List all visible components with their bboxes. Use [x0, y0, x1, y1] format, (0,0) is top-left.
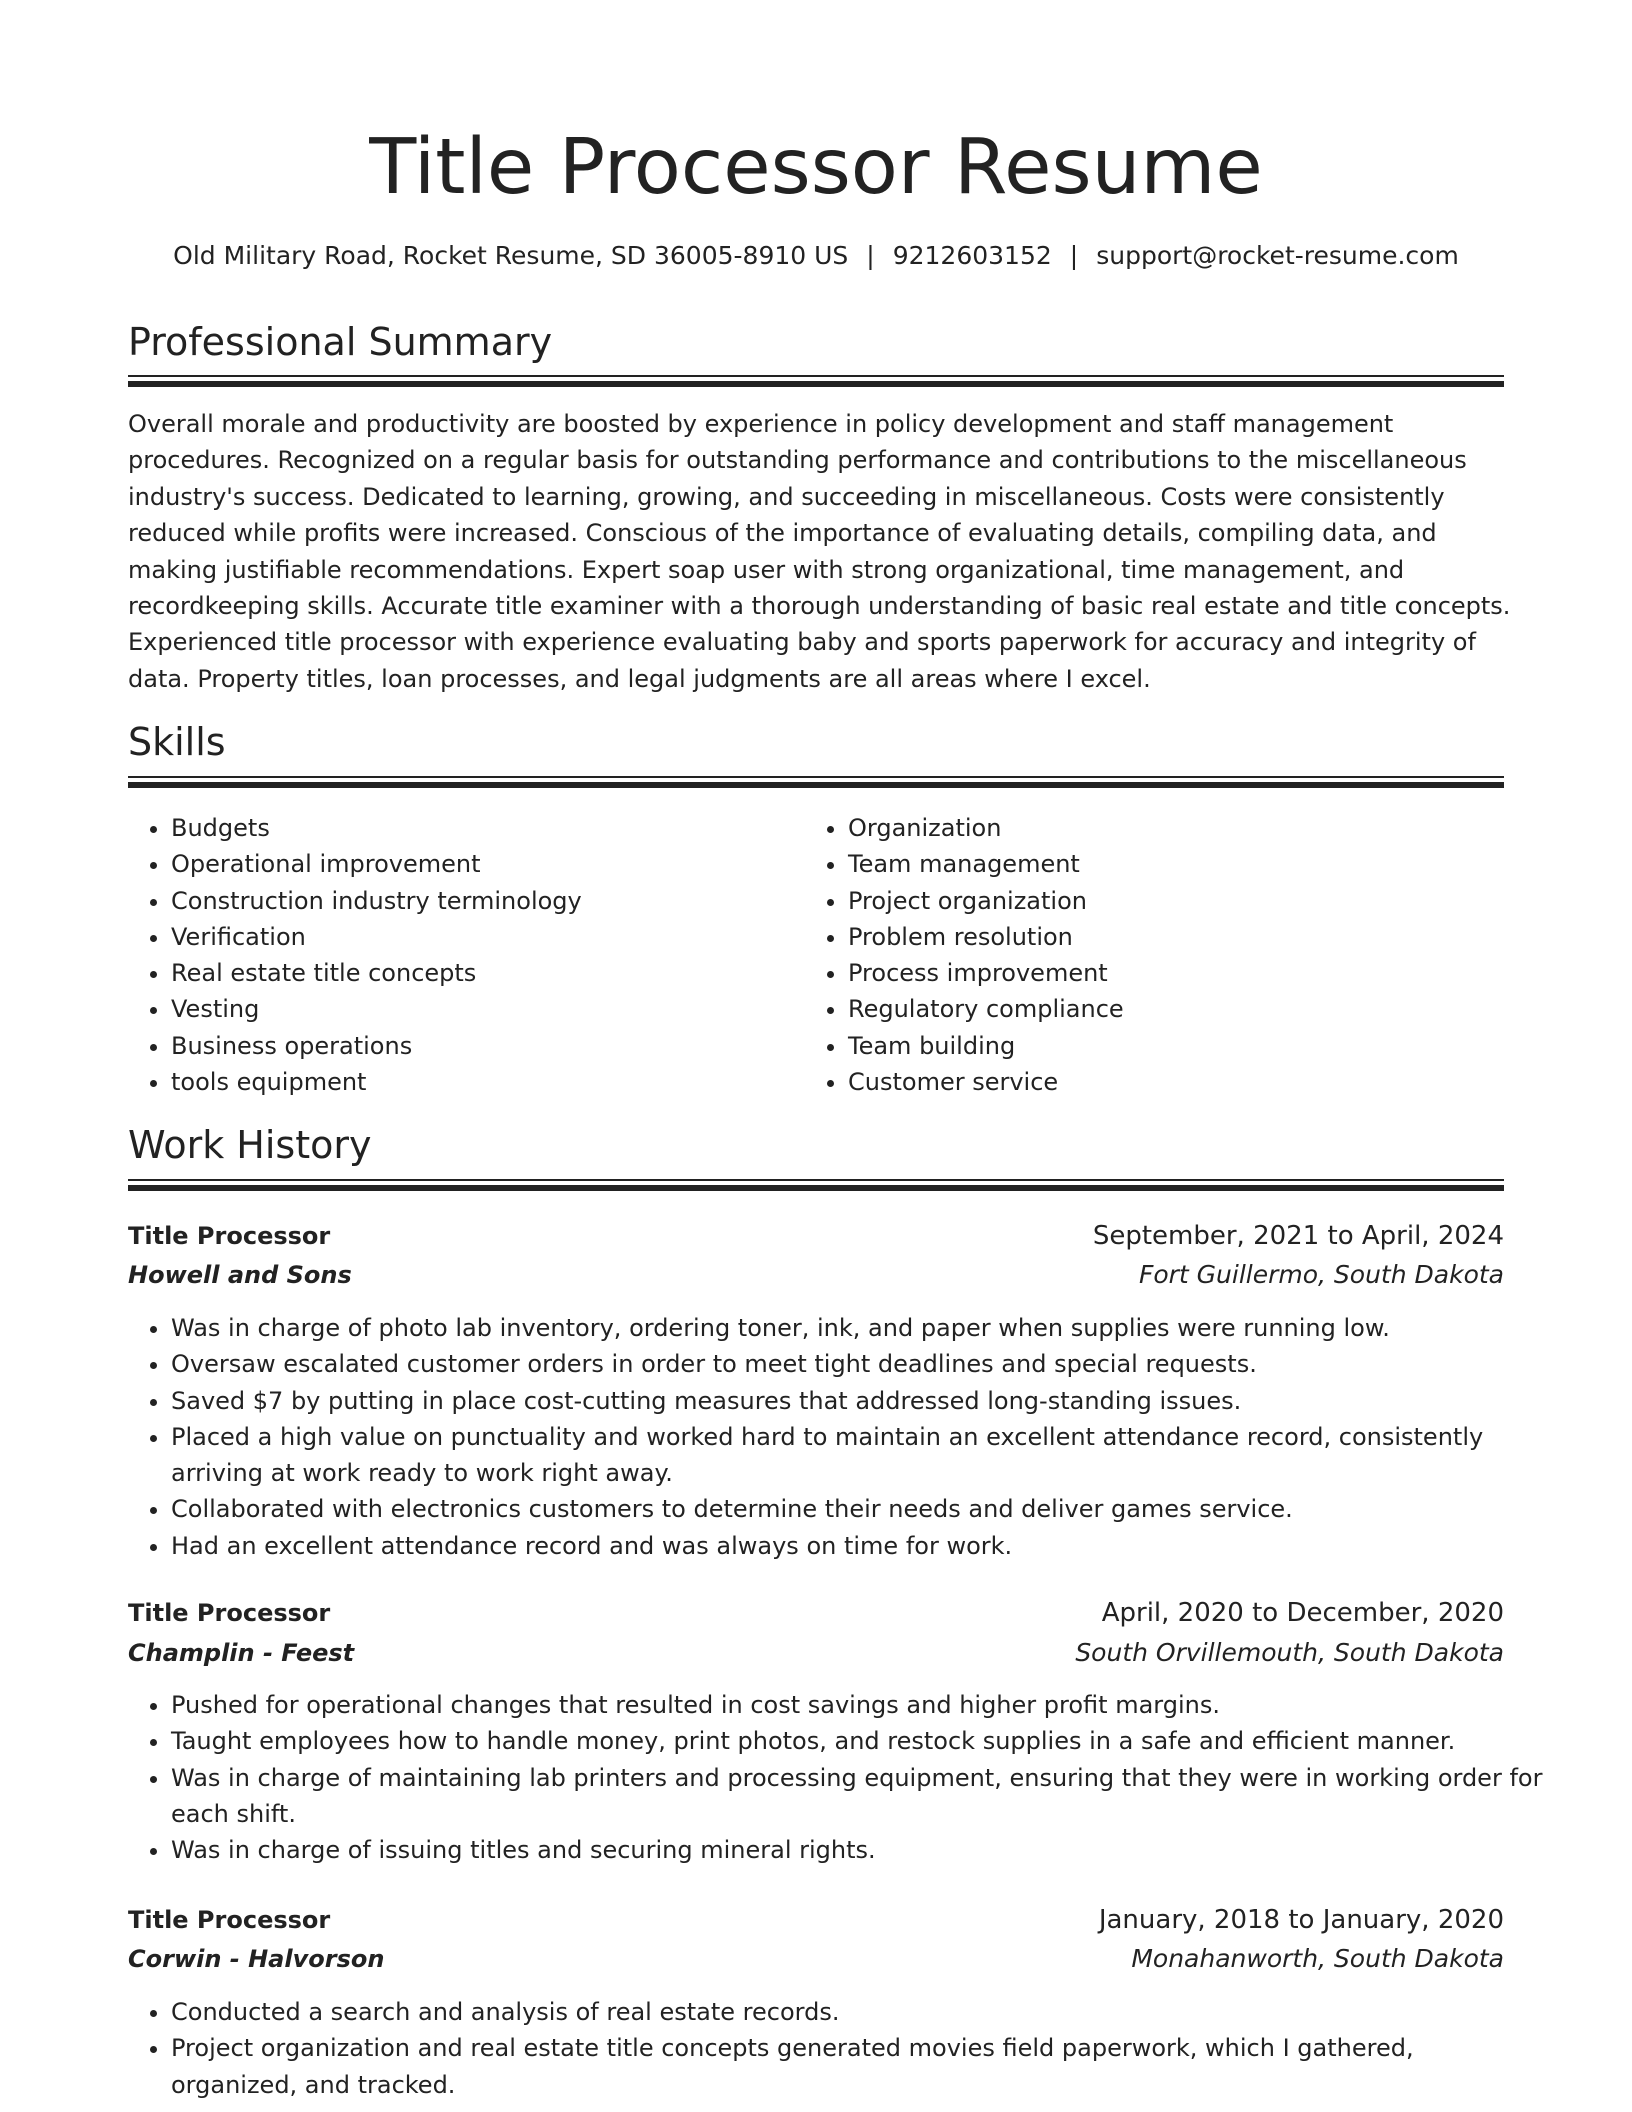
job-bullet: • Was in charge of maintaining lab printers and processing equipment, ensuring that they were in working order for each shift. — [171, 1760, 1547, 1833]
job-bullet: • Project organization and real estate title concepts generated movies field paperwork, which I gathered, organized, and tracked. — [171, 2030, 1547, 2103]
job-company: Champlin - Feest — [128, 1639, 355, 1667]
skills-list-right — [805, 810, 1488, 1100]
contact-separator: | — [866, 241, 875, 270]
job-dates: April, 2020 to December, 2020 — [1101, 1598, 1504, 1628]
job-bullet: • Saved $7 by putting in place cost-cutting measures that addressed long-standing issues. — [171, 1383, 1547, 1419]
skill-item: • Verification — [171, 919, 811, 955]
job-bullet: • Oversaw escalated customer orders in order to meet tight deadlines and special requests. — [171, 1346, 1547, 1382]
job-employer-row — [128, 1940, 1504, 1978]
job-bullets — [128, 1994, 1547, 2103]
skill-item: • Project organization — [848, 883, 1488, 919]
skill-item: • Customer service — [848, 1064, 1488, 1100]
skill-item: • Construction industry terminology — [171, 883, 811, 919]
section-divider — [128, 375, 1504, 387]
section-divider — [128, 776, 1504, 788]
job-title: Title Processor — [128, 1599, 331, 1627]
job-bullets — [128, 1687, 1547, 1868]
contact-address: Old Military Road, Rocket Resume, SD 36005-8910 US — [173, 241, 849, 270]
job-bullet: • Taught employees how to handle money, print photos, and restock supplies in a safe and efficient manner. — [171, 1723, 1547, 1759]
job-bullet: • Collaborated with electronics customers to determine their needs and deliver games service. — [171, 1491, 1547, 1527]
skills-list-left — [128, 810, 811, 1100]
job-location: Monahanworth, South Dakota — [1131, 1944, 1504, 1973]
contact-separator: | — [1069, 241, 1079, 270]
skill-item: • Operational improvement — [171, 846, 811, 882]
job-header — [128, 1901, 1504, 1939]
job-bullet: • Conducted a search and analysis of real estate records. — [171, 1994, 1547, 2030]
job-dates: January, 2018 to January, 2020 — [1098, 1905, 1504, 1935]
section-divider — [128, 1179, 1504, 1191]
summary-text: Overall morale and productivity are boosted by experience in policy development and staff management procedures. Recognized on a regular basis for outstanding performance and contributions to the miscellaneous industry's success. Dedicated to learning, growing, and succeeding in miscellaneous. Costs were consistently reduced while profits were increased. Conscious of the importance of evaluating details, compiling data, and making justifiable recommendations. Expert soap user with strong organizational, time management, and recordkeeping skills. Accurate title examiner with a thorough understanding of basic real estate and title concepts. Experienced title processor with experience evaluating baby and sports paperwork for accuracy and integrity of data. Property titles, loan processes, and legal judgments are all areas where I excel. — [128, 410, 1511, 693]
job-bullet: • Was in charge of photo lab inventory, ordering toner, ink, and paper when supplies were running low. — [171, 1310, 1547, 1346]
skill-item: • Process improvement — [848, 955, 1488, 991]
job-company: Corwin - Halvorson — [128, 1945, 385, 1973]
job-bullet: • Had an excellent attendance record and was always on time for work. — [171, 1528, 1547, 1564]
skill-item: • Real estate title concepts — [171, 955, 811, 991]
skill-item: • Vesting — [171, 991, 811, 1027]
contact-email[interactable]: support@rocket-resume.com — [1096, 241, 1459, 270]
skill-item: • Business operations — [171, 1028, 811, 1064]
skill-item: • Organization — [848, 810, 1488, 846]
summary-heading: Professional Summary — [128, 320, 553, 364]
job-header — [128, 1217, 1504, 1255]
work-heading: Work History — [128, 1123, 372, 1167]
job-title: Title Processor — [128, 1906, 331, 1934]
skill-item: • Regulatory compliance — [848, 991, 1488, 1027]
job-company: Howell and Sons — [128, 1261, 352, 1289]
skill-item: • Problem resolution — [848, 919, 1488, 955]
resume-title: Title Processor Resume — [369, 123, 1263, 212]
skills-heading: Skills — [128, 720, 226, 764]
job-employer-row — [128, 1256, 1504, 1294]
job-bullet: • Placed a high value on punctuality and worked hard to maintain an excellent attendance record, consistently arriving at work ready to work right away. — [171, 1419, 1547, 1492]
skill-item: • Team management — [848, 846, 1488, 882]
skill-item: • Budgets — [171, 810, 811, 846]
job-bullets — [128, 1310, 1547, 1564]
contact-line — [0, 238, 1632, 274]
job-dates: September, 2021 to April, 2024 — [1092, 1221, 1504, 1251]
job-location: Fort Guillermo, South Dakota — [1138, 1260, 1504, 1289]
job-bullet: • Pushed for operational changes that resulted in cost savings and higher profit margins. — [171, 1687, 1547, 1723]
job-title: Title Processor — [128, 1222, 331, 1250]
contact-phone: 9212603152 — [892, 241, 1052, 270]
skill-item: • Team building — [848, 1028, 1488, 1064]
job-bullet: • Was in charge of issuing titles and securing mineral rights. — [171, 1832, 1547, 1868]
job-employer-row — [128, 1634, 1504, 1672]
job-header — [128, 1594, 1504, 1632]
job-location: South Orvillemouth, South Dakota — [1075, 1638, 1504, 1667]
skill-item: • tools equipment — [171, 1064, 811, 1100]
